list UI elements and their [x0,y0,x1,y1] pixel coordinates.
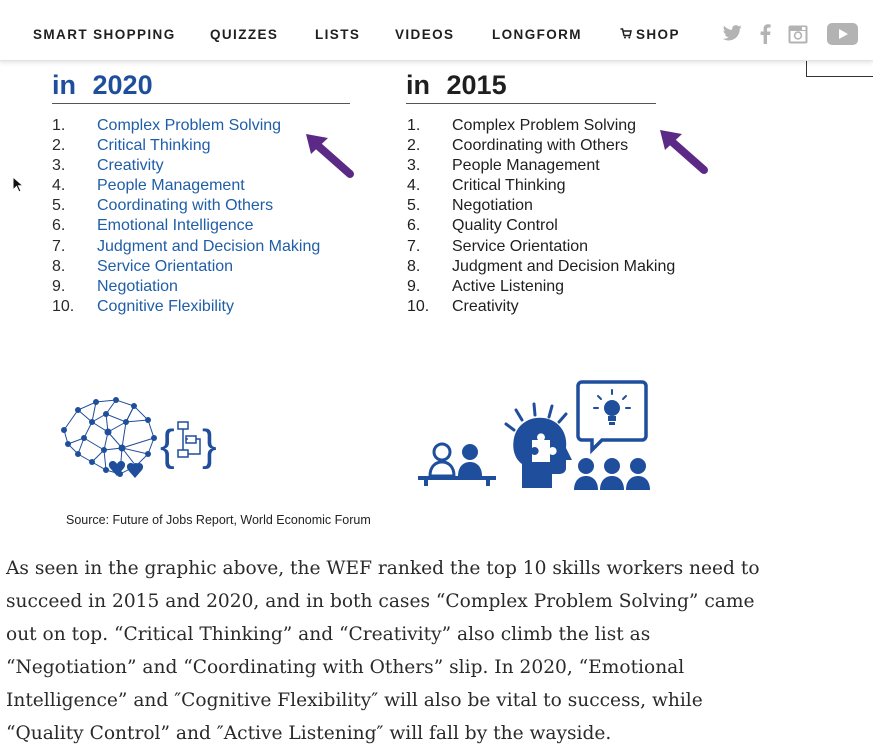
skill-name: Judgment and Decision Making [452,257,676,275]
heading-in-label: in [52,70,76,100]
instagram-icon[interactable] [788,25,808,49]
skill-rank: 7. [52,237,66,255]
skill-rank: 2. [52,137,66,155]
skill-name: Cognitive Flexibility [97,297,234,315]
mouse-cursor-icon [12,176,24,194]
skill-name: Coordinating with Others [97,197,274,215]
heading-rule [52,103,350,104]
skill-rank: 9. [407,277,421,295]
skill-name: People Management [452,157,600,175]
skill-rank: 8. [52,257,66,275]
skill-rank: 6. [52,217,66,235]
skill-name: Creativity [97,157,164,175]
nav-videos[interactable]: VIDEOS [395,27,455,42]
list-item [407,216,707,236]
list-item [407,196,707,216]
article-line: “Quality Control” and ″Active Listening″ will fall by the wayside. [6,723,612,744]
skill-rank: 9. [52,277,66,295]
skill-rank: 5. [52,197,66,215]
skill-rank: 6. [407,217,421,235]
skill-rank: 3. [52,157,66,175]
twitter-icon[interactable] [722,25,743,49]
youtube-icon[interactable] [827,23,858,47]
people-ideas-icon [414,380,654,496]
heading-2015 [406,70,507,101]
list-item [52,237,352,257]
skill-name: People Management [97,177,245,195]
highlight-arrow-icon [656,126,712,176]
list-item [52,216,352,236]
skill-name: Coordinating with Others [452,137,629,155]
article-line: succeed in 2015 and 2020, and in both cases “Complex Problem Solving” came [6,591,755,612]
skill-rank: 1. [407,117,421,134]
skill-name: Complex Problem Solving [97,117,282,134]
infographic-source: Source: Future of Jobs Report, World Economic Forum [66,513,371,527]
skill-name: Critical Thinking [452,177,566,195]
frame-line [806,76,873,77]
skill-rank: 4. [407,177,421,195]
heading-rule [406,103,656,104]
skills-infographic [0,62,740,542]
nav-longform[interactable]: LONGFORM [492,27,582,42]
nav-smart-shopping[interactable]: SMART SHOPPING [33,27,176,42]
heading-2020 [52,70,153,101]
svg-text:{: { [160,421,175,470]
skill-rank: 4. [52,177,66,195]
skill-name: Service Orientation [452,237,589,255]
heading-year: 2015 [446,70,507,100]
skill-rank: 2. [407,137,421,155]
heading-in-label: in [406,70,430,100]
skill-name: Active Listening [452,277,565,295]
article-line: “Negotiation” and “Coordinating with Others” slip. In 2020, “Emotional [6,657,685,678]
list-item [52,257,352,277]
list-item [52,277,352,297]
list-item [407,257,707,277]
skill-rank: 1. [52,117,66,134]
skill-rank: 5. [407,197,421,215]
nav-quizzes[interactable]: QUIZZES [210,27,279,42]
skill-rank: 8. [407,257,421,275]
list-item [407,176,707,196]
article-body [6,552,760,749]
skill-name: Service Orientation [97,257,234,275]
highlight-arrow-icon [302,130,358,180]
svg-text:}: } [202,421,217,470]
skill-name: Creativity [452,297,519,315]
list-item [52,297,352,317]
skill-name: Critical Thinking [97,137,211,155]
frame-line [806,61,807,77]
nav-shop[interactable] [620,27,680,42]
nav-lists[interactable]: LISTS [315,27,361,42]
skill-rank: 10. [52,297,75,315]
article-line: As seen in the graphic above, the WEF ranked the top 10 skills workers need to [6,558,760,579]
facebook-icon[interactable] [760,24,771,48]
skill-name: Quality Control [452,217,558,235]
skill-name: Judgment and Decision Making [97,237,321,255]
top-navigation-bar [0,0,873,61]
skill-name: Negotiation [452,197,533,215]
skill-name: Complex Problem Solving [452,117,637,134]
list-item [52,196,352,216]
nav-shop-label: SHOP [636,27,680,42]
list-item [407,297,707,317]
article-line: Intelligence” and ″Cognitive Flexibility″ will also be vital to success, while [6,690,703,711]
list-item [407,237,707,257]
article-line: out on top. “Critical Thinking” and “Creativity” also climb the list as [6,624,651,645]
skill-rank: 10. [407,297,430,315]
skill-name: Emotional Intelligence [97,217,254,235]
heading-year: 2020 [92,70,153,100]
skill-name: Negotiation [97,277,178,295]
list-item [407,277,707,297]
skill-rank: 3. [407,157,421,175]
brain-network-icon [56,392,226,492]
skill-rank: 7. [407,237,421,255]
cart-icon [620,28,632,42]
